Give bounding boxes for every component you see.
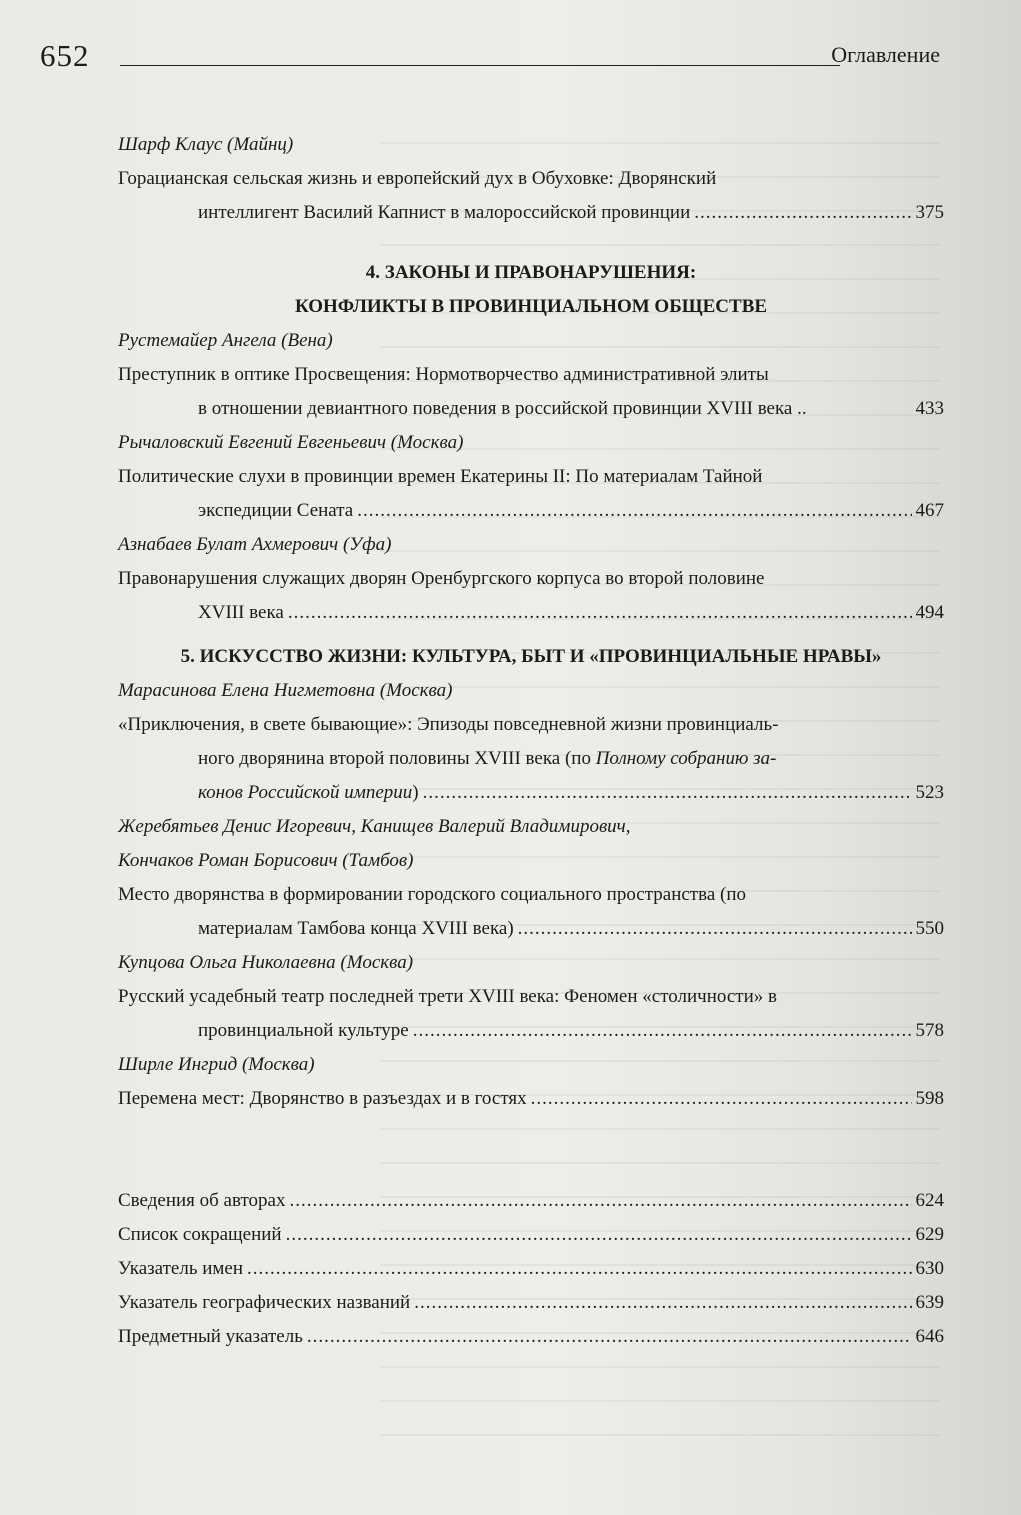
entry-title-line: [118, 1082, 944, 1116]
entry-title-text: провинциальной культуре: [198, 1020, 409, 1041]
entry-title-line: [198, 912, 944, 946]
entry-page-number: 494: [915, 602, 944, 623]
running-title: Оглавление: [831, 42, 940, 67]
entry-author: Азнабаев Булат Ахмерович (Уфа): [118, 534, 392, 555]
entry-title-text: материалам Тамбова конца XVIII века): [198, 918, 514, 939]
entry-title-text: ного дворянина второй половины XVIII века (по: [198, 748, 596, 769]
entry-page-number: 523: [915, 782, 944, 803]
entry-title-text: в отношении девиантного поведения в российской провинции XVIII века ..: [198, 398, 807, 419]
back-matter-page: 639: [915, 1292, 944, 1313]
entry-page-number: 467: [915, 500, 944, 521]
toc-entry: [118, 674, 944, 810]
entry-page-number: 433: [915, 398, 944, 419]
back-matter-label: Список сокращений: [118, 1224, 282, 1245]
entry-title-line: [198, 776, 944, 810]
back-matter-label: Указатель географических названий: [118, 1292, 411, 1313]
back-matter-page: 629: [915, 1224, 944, 1245]
dot-leader: [307, 1320, 912, 1354]
entry-author: Ширле Ингрид (Москва): [118, 1054, 315, 1075]
toc-entry: [118, 1048, 944, 1116]
entry-author: Шарф Клаус (Майнц): [118, 134, 294, 155]
entry-page-number: 578: [915, 1020, 944, 1041]
back-matter-item: [118, 1252, 944, 1286]
dot-leader: [414, 1286, 911, 1320]
entry-title-text: XVIII века: [198, 602, 284, 623]
toc-entry: [118, 946, 944, 1048]
toc-entry: [118, 426, 944, 528]
dot-leader: [247, 1252, 911, 1286]
entry-title-text: экспедиции Сената: [198, 500, 354, 521]
entry-title-italic: конов Российской империи: [198, 782, 413, 803]
entry-title-line: [198, 742, 944, 776]
dot-leader: [518, 912, 912, 946]
entry-title-italic: Полному собранию за-: [595, 748, 777, 769]
entry-author: Рычаловский Евгений Евгеньевич (Москва): [118, 432, 464, 453]
dot-leader: [288, 596, 912, 630]
entry-author: Жеребятьев Денис Игоревич, Канищев Валерий Владимирович,: [118, 816, 631, 837]
entry-author: Марасинова Елена Нигметовна (Москва): [118, 680, 453, 701]
section-heading-line: КОНФЛИКТЫ В ПРОВИНЦИАЛЬНОМ ОБЩЕСТВЕ: [294, 296, 768, 317]
dot-leader: [423, 776, 912, 810]
back-matter-label: Предметный указатель: [118, 1326, 303, 1347]
entry-title-line: Правонарушения служащих дворян Оренбургского корпуса во второй половине: [118, 568, 765, 589]
entry-title-line: Русский усадебный театр последней трети XVIII века: Феномен «столичности» в: [118, 986, 777, 1007]
entry-title-line: [198, 596, 944, 630]
entry-title-line: Преступник в оптике Просвещения: Нормотворчество административной элиты: [118, 364, 769, 385]
entry-title-line: Политические слухи в провинции времен Екатерины II: По материалам Тайной: [118, 466, 763, 487]
section-heading-line: 5. ИСКУССТВО ЖИЗНИ: КУЛЬТУРА, БЫТ И «ПРОВИНЦИАЛЬНЫЕ НРАВЫ»: [180, 646, 882, 667]
entry-page-number: 550: [915, 918, 944, 939]
entry-page-number: 375: [915, 202, 944, 223]
toc-entry: [118, 810, 944, 946]
entry-title-line: [198, 1014, 944, 1048]
back-matter-item: [118, 1184, 944, 1218]
section-heading-line: 4. ЗАКОНЫ И ПРАВОНАРУШЕНИЯ:: [365, 262, 697, 283]
section-heading: [118, 640, 944, 674]
entry-title-line: Место дворянства в формировании городского социального пространства (по: [118, 884, 746, 905]
entry-title-line: «Приключения, в свете бывающие»: Эпизоды повседневной жизни провинциаль-: [118, 714, 779, 735]
dot-leader: [694, 196, 911, 230]
entry-author: Купцова Ольга Николаевна (Москва): [118, 952, 414, 973]
entry-author: Кончаков Роман Борисович (Тамбов): [118, 850, 414, 871]
back-matter-label: Указатель имен: [118, 1258, 244, 1279]
table-of-contents: [118, 128, 944, 1354]
page-number: 652: [40, 38, 90, 73]
back-matter-page: 630: [915, 1258, 944, 1279]
toc-entry: [118, 528, 944, 630]
entry-title-line: [198, 494, 944, 528]
back-matter-page: 646: [915, 1326, 944, 1347]
dot-leader: [357, 494, 911, 528]
entry-author: Рустемайер Ангела (Вена): [118, 330, 333, 351]
back-matter-item: [118, 1218, 944, 1252]
toc-entry: [118, 324, 944, 426]
back-matter-item: [118, 1286, 944, 1320]
entry-title-line: [198, 392, 944, 426]
entry-title-text: ): [412, 782, 419, 803]
dot-leader: [286, 1218, 912, 1252]
entry-title-line: Горацианская сельская жизнь и европейский дух в Обуховке: Дворянский: [118, 168, 717, 189]
back-matter-item: [118, 1320, 944, 1354]
back-matter-list: [118, 1184, 944, 1354]
back-matter-label: Сведения об авторах: [118, 1190, 286, 1211]
toc-entry: [118, 128, 944, 230]
running-head: [40, 38, 940, 74]
dot-leader: [413, 1014, 912, 1048]
dot-leader: [289, 1184, 911, 1218]
entry-title-text: интеллигент Василий Капнист в малороссийской провинции: [198, 202, 691, 223]
dot-leader: [531, 1082, 912, 1116]
entry-page-number: 598: [915, 1088, 944, 1109]
header-rule: [120, 65, 840, 66]
back-matter-page: 624: [915, 1190, 944, 1211]
section-heading: [118, 256, 944, 324]
entry-title-text: Перемена мест: Дворянство в разъездах и в гостях: [118, 1088, 527, 1109]
entry-title-line: [198, 196, 944, 230]
